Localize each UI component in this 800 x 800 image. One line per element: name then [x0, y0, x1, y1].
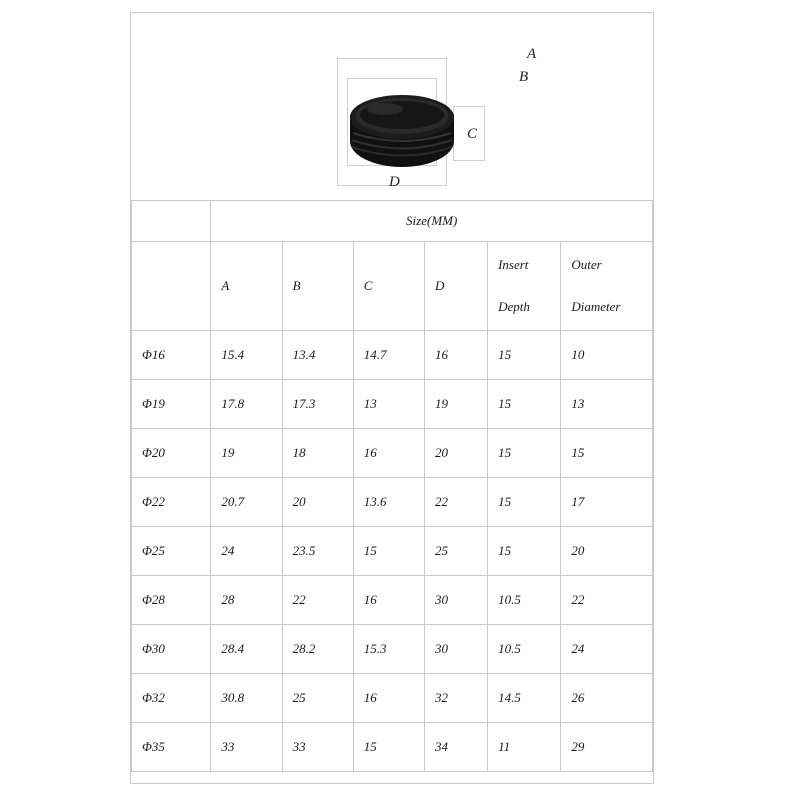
header-cell-d: D	[425, 242, 488, 331]
header-insert-depth-line2: Depth	[498, 299, 530, 314]
cell-outer-diameter: 26	[561, 674, 653, 723]
cell-b: 33	[282, 723, 353, 772]
cell-a: 24	[211, 527, 282, 576]
cell-a: 28.4	[211, 625, 282, 674]
cell-insert-depth: 10.5	[488, 625, 561, 674]
cell-c: 15.3	[353, 625, 424, 674]
cell-a: 30.8	[211, 674, 282, 723]
cell-c: 15	[353, 527, 424, 576]
cell-size: Φ32	[132, 674, 211, 723]
cell-outer-diameter: 13	[561, 380, 653, 429]
header-outer-diameter-line2: Diameter	[571, 299, 621, 314]
cell-size: Φ22	[132, 478, 211, 527]
cell-d: 19	[425, 380, 488, 429]
cell-c: 13.6	[353, 478, 424, 527]
header-cell-insert-depth	[488, 242, 561, 331]
cell-a: 15.4	[211, 331, 282, 380]
table-row	[132, 380, 653, 429]
cell-a: 20.7	[211, 478, 282, 527]
cell-b: 23.5	[282, 527, 353, 576]
table-row	[132, 527, 653, 576]
cell-d: 30	[425, 625, 488, 674]
cell-insert-depth: 14.5	[488, 674, 561, 723]
cell-outer-diameter: 24	[561, 625, 653, 674]
cell-a: 33	[211, 723, 282, 772]
cell-d: 25	[425, 527, 488, 576]
cell-b: 22	[282, 576, 353, 625]
group-header-size: Size(MM)	[211, 201, 653, 242]
cell-size: Φ25	[132, 527, 211, 576]
cell-a: 19	[211, 429, 282, 478]
cell-c: 16	[353, 429, 424, 478]
cell-b: 18	[282, 429, 353, 478]
diagram-label-a: A	[527, 46, 537, 62]
cell-size: Φ19	[132, 380, 211, 429]
size-table	[131, 200, 653, 772]
cell-insert-depth: 11	[488, 723, 561, 772]
product-diagram	[131, 13, 653, 200]
cell-insert-depth: 15	[488, 429, 561, 478]
table-row-group-header	[132, 201, 653, 242]
header-cell-c: C	[353, 242, 424, 331]
table-row	[132, 674, 653, 723]
cell-d: 20	[425, 429, 488, 478]
cell-b: 17.3	[282, 380, 353, 429]
diagram-label-c: C	[467, 126, 478, 142]
table-row	[132, 478, 653, 527]
cell-c: 15	[353, 723, 424, 772]
cell-b: 25	[282, 674, 353, 723]
cell-d: 16	[425, 331, 488, 380]
cell-size: Φ30	[132, 625, 211, 674]
table-row	[132, 331, 653, 380]
diagram-label-d: D	[389, 174, 400, 190]
cell-b: 13.4	[282, 331, 353, 380]
cell-a: 17.8	[211, 380, 282, 429]
cell-d: 30	[425, 576, 488, 625]
header-cell-b: B	[282, 242, 353, 331]
cell-c: 13	[353, 380, 424, 429]
diagram-label-b: B	[519, 69, 529, 85]
cell-size: Φ20	[132, 429, 211, 478]
cell-c: 16	[353, 576, 424, 625]
cell-size: Φ16	[132, 331, 211, 380]
spec-sheet	[130, 12, 654, 784]
table-row	[132, 625, 653, 674]
cell-outer-diameter: 15	[561, 429, 653, 478]
cell-outer-diameter: 22	[561, 576, 653, 625]
header-cell-outer-diameter	[561, 242, 653, 331]
cell-insert-depth: 15	[488, 331, 561, 380]
table-row	[132, 723, 653, 772]
cell-d: 34	[425, 723, 488, 772]
cell-c: 14.7	[353, 331, 424, 380]
cell-c: 16	[353, 674, 424, 723]
header-insert-depth-line1: Insert	[498, 257, 529, 272]
cell-outer-diameter: 20	[561, 527, 653, 576]
header-cell-size	[132, 242, 211, 331]
cell-outer-diameter: 10	[561, 331, 653, 380]
cell-insert-depth: 15	[488, 478, 561, 527]
corner-cell	[132, 201, 211, 242]
cell-insert-depth: 15	[488, 380, 561, 429]
table-row-column-headers	[132, 242, 653, 331]
end-cap-illustration	[345, 93, 459, 171]
cell-b: 20	[282, 478, 353, 527]
cell-insert-depth: 10.5	[488, 576, 561, 625]
table-row	[132, 429, 653, 478]
cell-outer-diameter: 17	[561, 478, 653, 527]
table-row	[132, 576, 653, 625]
cell-insert-depth: 15	[488, 527, 561, 576]
header-cell-a: A	[211, 242, 282, 331]
cell-d: 32	[425, 674, 488, 723]
cell-a: 28	[211, 576, 282, 625]
cell-size: Φ28	[132, 576, 211, 625]
cell-size: Φ35	[132, 723, 211, 772]
cell-outer-diameter: 29	[561, 723, 653, 772]
cell-d: 22	[425, 478, 488, 527]
cell-b: 28.2	[282, 625, 353, 674]
header-outer-diameter-line1: Outer	[571, 257, 602, 272]
